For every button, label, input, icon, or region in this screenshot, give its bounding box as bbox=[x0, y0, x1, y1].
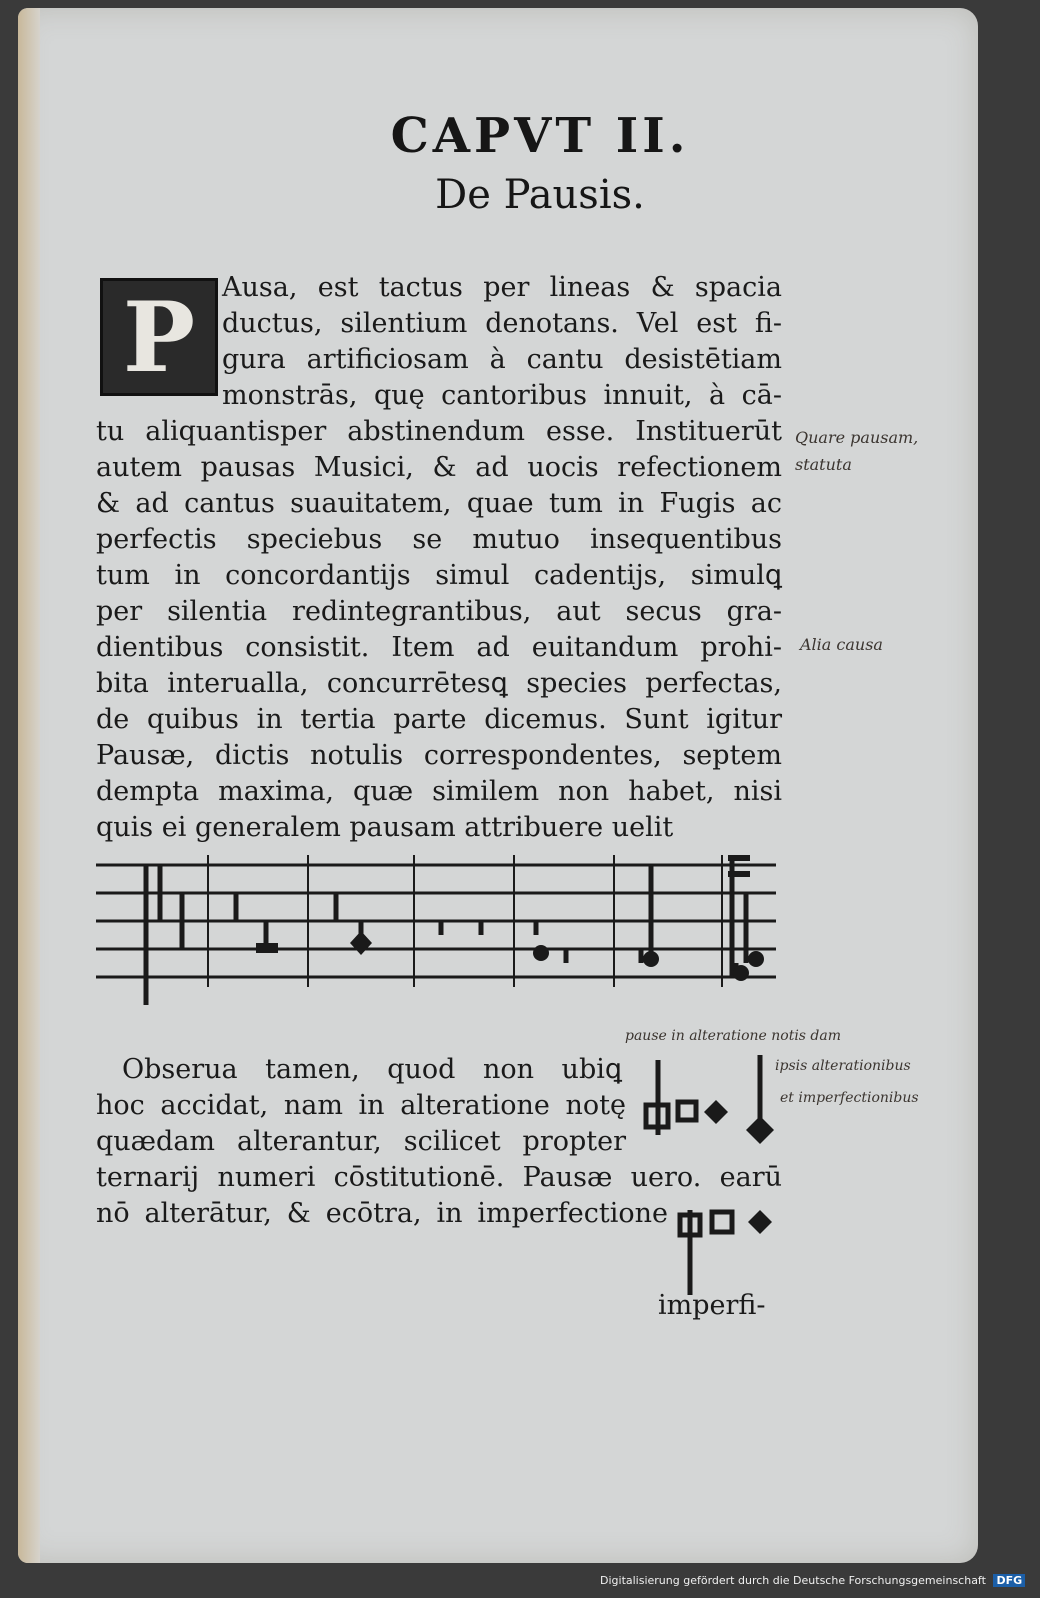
body-line: tu aliquantisper abstinendum esse. Instituerūt bbox=[96, 416, 782, 447]
alteration-notation bbox=[630, 1050, 780, 1160]
body-line: gura artificiosam à cantu desistētiam bbox=[222, 344, 782, 375]
body-line: dientibus consistit. Item ad euitandum prohi- bbox=[96, 632, 782, 663]
chapter-subtitle: De Pausis. bbox=[435, 172, 645, 218]
body-line: quis ei generalem pausam attribuere uelit bbox=[96, 812, 674, 843]
chapter-heading: CAPVT II. bbox=[390, 108, 690, 164]
footer-text: Digitalisierung gefördert durch die Deutsche Forschungsgemeinschaft bbox=[600, 1574, 986, 1587]
decorated-initial: P bbox=[100, 278, 218, 396]
marginal-note: ipsis alterationibus bbox=[775, 1058, 911, 1074]
catchword: imperfi- bbox=[658, 1290, 766, 1321]
marginal-note: et imperfectionibus bbox=[780, 1090, 919, 1106]
imperfection-notation bbox=[672, 1200, 782, 1300]
marginal-note: statuta bbox=[795, 455, 852, 474]
body-line: bita interualla, concurrētesꝗ species perfectas, bbox=[96, 668, 782, 699]
marginal-note: Alia causa bbox=[800, 635, 883, 654]
rest-notation-staff bbox=[96, 855, 796, 1005]
body-line: dempta maxima, quæ similem non habet, nisi bbox=[96, 776, 782, 807]
body-line: per silentia redintegrantibus, aut secus gra- bbox=[96, 596, 782, 627]
body-line: hoc accidat, nam in alteratione notę bbox=[96, 1090, 626, 1121]
body-line: Pausæ, dictis notulis correspondentes, septem bbox=[96, 740, 782, 771]
dfg-logo: DFG bbox=[993, 1574, 1025, 1587]
body-line: Ausa, est tactus per lineas & spacia bbox=[222, 272, 782, 303]
body-line: monstrās, quę cantoribus innuit, à cā- bbox=[222, 380, 782, 411]
body-line: quædam alterantur, scilicet propter bbox=[96, 1126, 626, 1157]
marginal-note: Quare pausam, bbox=[795, 428, 919, 447]
marginal-note: pause in alteratione notis dam bbox=[625, 1028, 842, 1044]
body-line: & ad cantus suauitatem, quae tum in Fugis ac bbox=[96, 488, 782, 519]
body-line: autem pausas Musici, & ad uocis refectionem bbox=[96, 452, 782, 483]
page-spine bbox=[18, 8, 40, 1563]
body-line: tum in concordantijs simul cadentijs, simulꝗ bbox=[96, 560, 782, 591]
body-line: nō alterātur, & ecōtra, in imperfectione bbox=[96, 1198, 668, 1229]
body-line: de quibus in tertia parte dicemus. Sunt igitur bbox=[96, 704, 782, 735]
footer-credit bbox=[600, 1574, 1025, 1587]
body-line: ternarij numeri cōstitutionē. Pausæ uero. earū bbox=[96, 1162, 782, 1193]
body-line: perfectis speciebus se mutuo insequentibus bbox=[96, 524, 782, 555]
body-line: Obserua tamen, quod non ubiꝗ bbox=[122, 1054, 622, 1085]
body-line: ductus, silentium denotans. Vel est fi- bbox=[222, 308, 782, 339]
